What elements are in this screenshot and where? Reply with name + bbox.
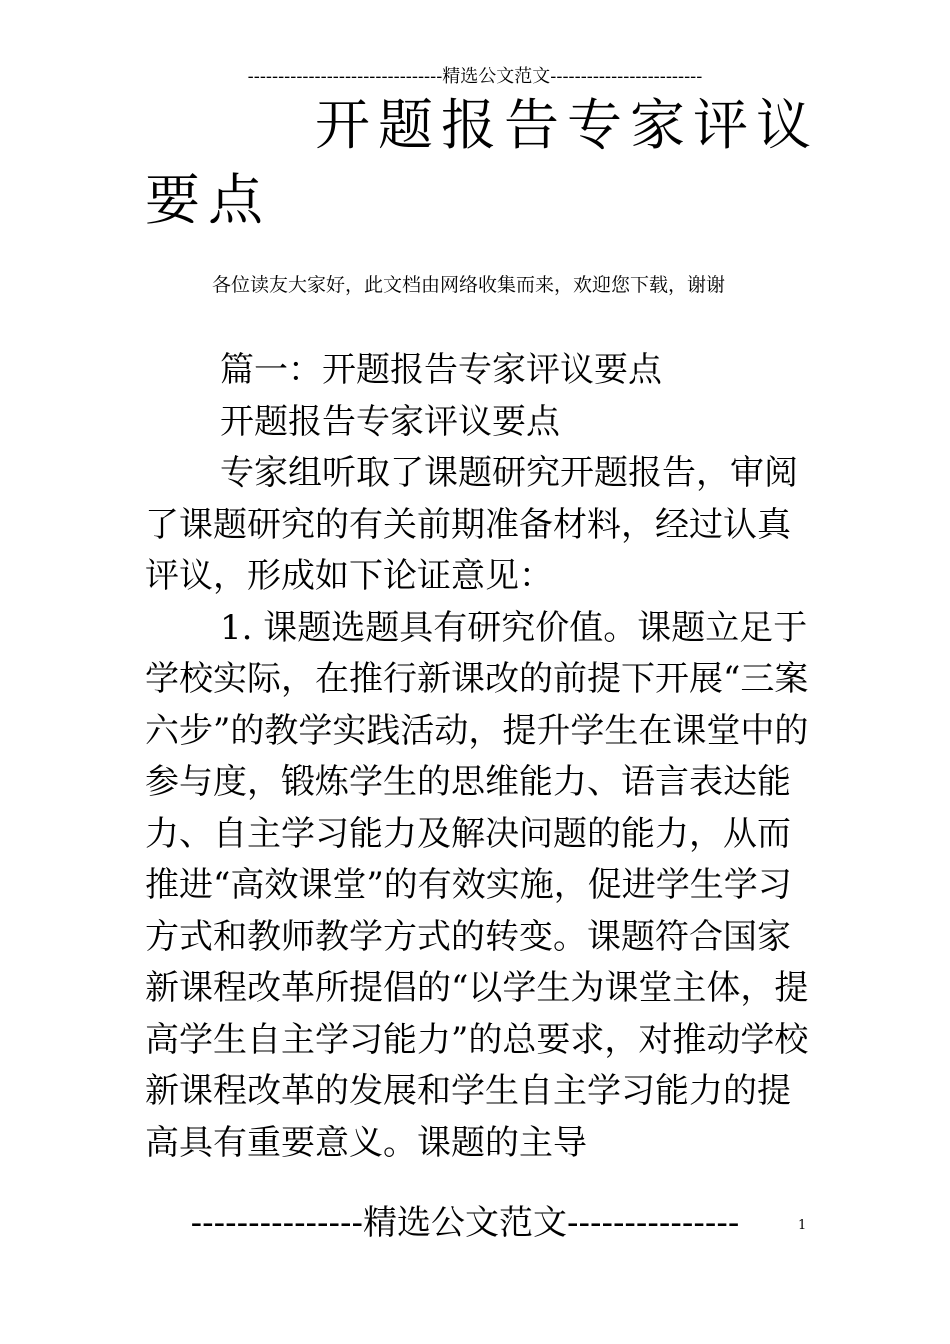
header-rule: --------------------------------精选公文范文-------------------------	[247, 66, 703, 87]
title-line-2: 要点	[145, 168, 272, 232]
page-number: 1	[798, 1218, 807, 1233]
title-line-1: 开题报告专家评议	[315, 93, 820, 157]
body-paragraph: 专家组听取了课题研究开题报告，审阅了课题研究的有关前期准备材料，经过认真评议，形成如下论证意见：	[145, 453, 798, 596]
reader-notice: 各位读友大家好，此文档由网络收集而来，欢迎您下载，谢谢	[212, 274, 726, 296]
body-paragraph: 1. 课题选题具有研究价值。课题立足于学校实际，在推行新课改的前提下开展“三案六步”的教学实践活动，提升学生在课堂中的参与度，锻炼学生的思维能力、语言表达能力、自主学习能力及解决问题的能力，从而推进“高效课堂”的有效实施，促进学生学习方式和教师教学方式的转变。课题符合国家新课程改革所提倡的“以学生为课堂主体，提高学生自主学习能力”的总要求，对推动学校新课程改革的发展和学生自主学习能力的提高具有重要意义。课题的主导	[145, 607, 809, 1163]
document-title	[145, 88, 820, 238]
document-body	[145, 345, 810, 1169]
subheading: 开题报告专家评议要点	[220, 401, 560, 442]
footer-rule: ---------------精选公文范文---------------	[190, 1203, 740, 1243]
section-heading: 篇一：开题报告专家评议要点	[220, 350, 662, 390]
